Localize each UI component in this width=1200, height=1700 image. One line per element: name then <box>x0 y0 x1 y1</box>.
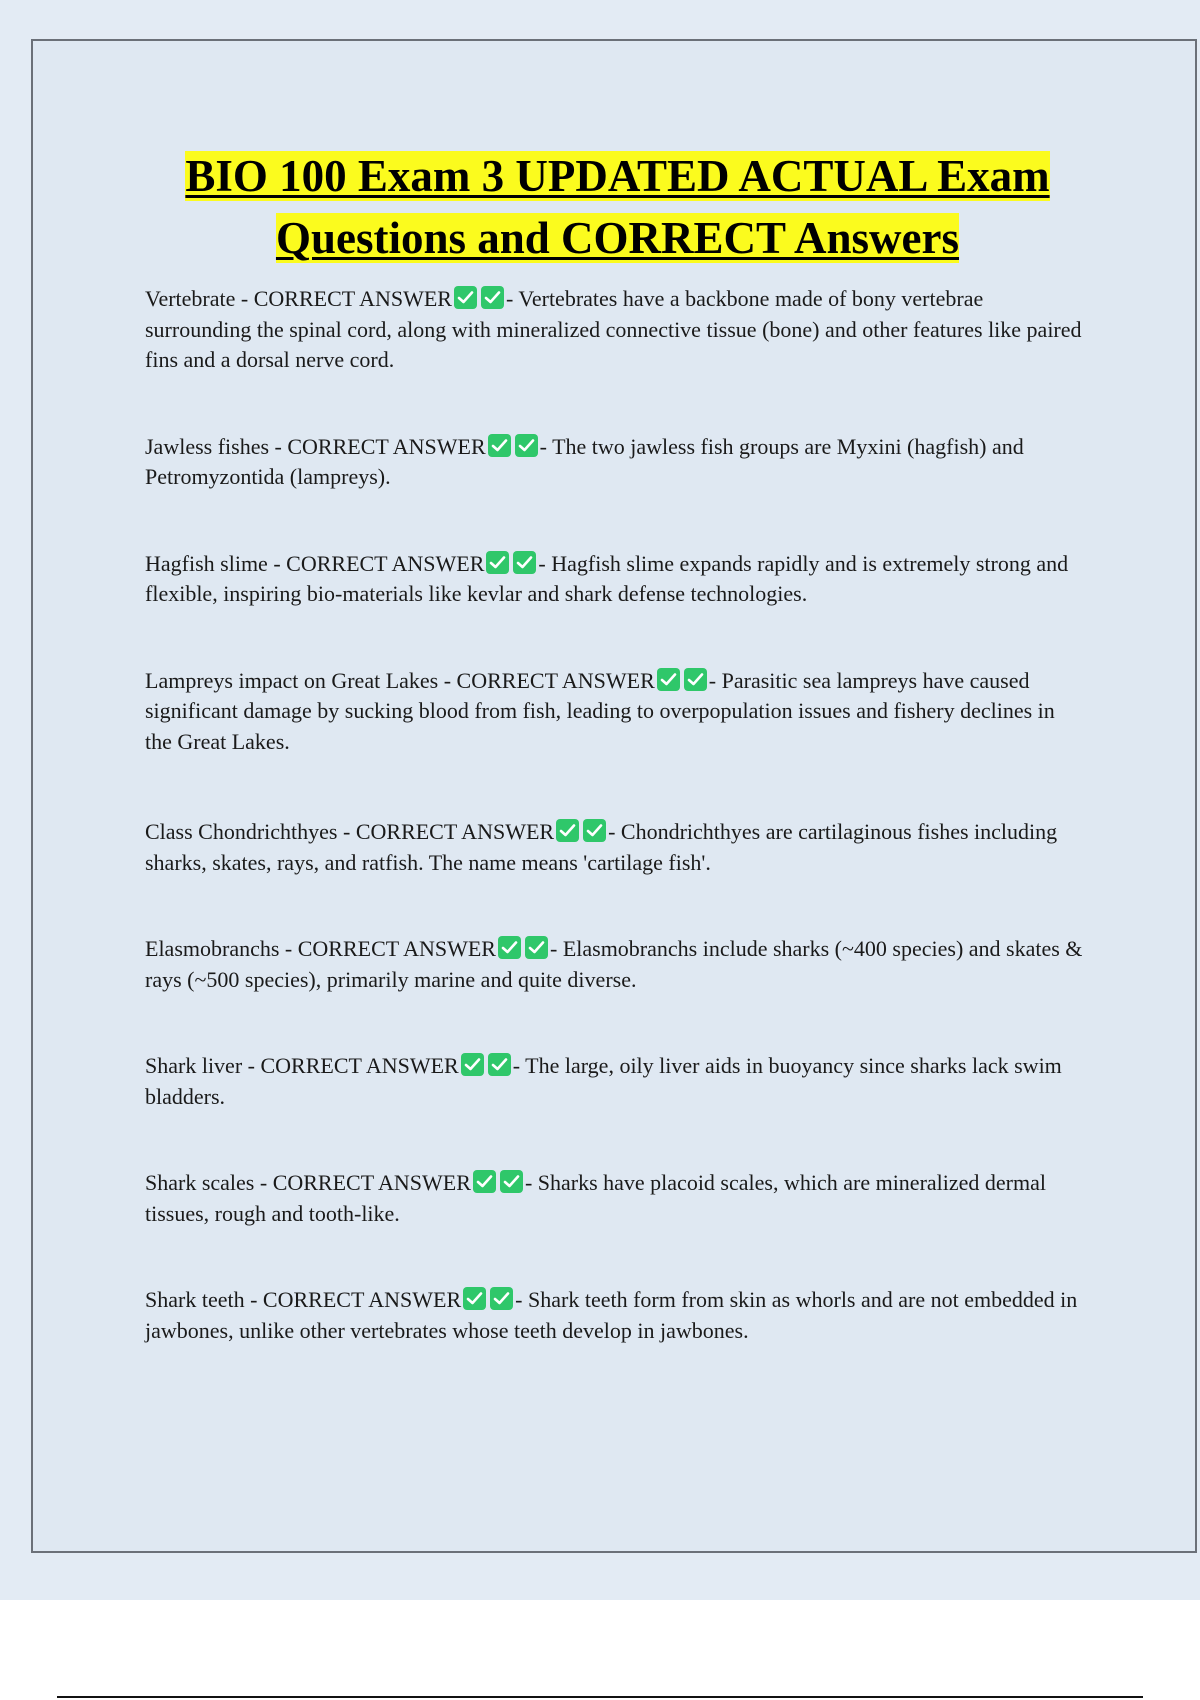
check-mark-icon <box>500 1170 523 1193</box>
check-mark-icon <box>657 668 680 691</box>
entry-definition: Parasitic sea lampreys have caused significant damage by sucking blood from fish, leading to overpopulation issues and fishery declines in the Great Lakes. <box>145 667 1055 754</box>
entry-term: Shark teeth <box>145 1287 245 1312</box>
check-mark-icon <box>583 819 606 842</box>
answer-marker: CORRECT ANSWER <box>260 1053 459 1078</box>
check-mark-icon <box>525 936 548 959</box>
document-title: BIO 100 Exam 3 UPDATED ACTUAL Exam Questions and CORRECT Answers <box>185 151 1050 263</box>
check-mark-icon <box>481 286 504 309</box>
check-mark-icon <box>488 434 511 457</box>
qa-entry: Shark scales - CORRECT ANSWER - Sharks have placoid scales, which are mineralized dermal tissues, rough and tooth-like. <box>145 1170 1046 1226</box>
check-mark-icon <box>513 551 536 574</box>
entry-term: Hagfish slime <box>145 550 268 576</box>
check-mark-icon <box>454 286 477 309</box>
check-mark-icon <box>473 1170 496 1193</box>
qa-entry: Shark teeth - CORRECT ANSWER - Shark teeth form from skin as whorls and are not embedded in jawbones, unlike other vertebrates whose teeth develop in jawbones. <box>145 1287 1078 1343</box>
answer-marker: CORRECT ANSWER <box>456 667 655 693</box>
entry-term: Elasmobranchs <box>145 936 280 961</box>
entry-definition: Shark teeth form from skin as whorls and are not embedded in jawbones, unlike other vertebrates whose teeth develop in jawbones. <box>145 1287 1078 1343</box>
entry-term: Shark scales <box>145 1170 255 1195</box>
answer-marker: CORRECT ANSWER <box>262 1287 462 1312</box>
qa-entry: Elasmobranchs - CORRECT ANSWER - Elasmobranchs include sharks (~400 species) and skates & rays (~500 species), primarily marine and quite diverse. <box>145 936 1083 992</box>
check-mark-icon <box>463 1287 486 1310</box>
entry-term: Vertebrate <box>145 286 236 311</box>
qa-entry: Jawless fishes - CORRECT ANSWER - The two jawless fish groups are Myxini (hagfish) and Petromyzontida (lampreys). <box>145 433 1024 489</box>
entry-term: Class Chondrichthyes <box>145 819 338 844</box>
title-block <box>100 145 1135 269</box>
entry-definition: Hagfish slime expands rapidly and is extremely strong and flexible, inspiring bio-materials like kevlar and shark defense technologies. <box>145 550 1069 606</box>
entry-definition: Elasmobranchs include sharks (~400 species) and skates & rays (~500 species), primarily marine and quite diverse. <box>145 936 1083 992</box>
check-mark-icon <box>515 434 538 457</box>
answer-marker: CORRECT ANSWER <box>355 819 555 844</box>
qa-entry: Hagfish slime - CORRECT ANSWER - Hagfish slime expands rapidly and is extremely strong and flexible, inspiring bio-materials like kevlar and shark defense technologies. <box>145 550 1069 606</box>
check-mark-icon <box>684 668 707 691</box>
answer-marker: CORRECT ANSWER <box>297 936 496 961</box>
check-mark-icon <box>556 819 579 842</box>
qa-entry: Class Chondrichthyes - CORRECT ANSWER - Chondrichthyes are cartilaginous fishes including sharks, skates, rays, and ratfish. The name means 'cartilage fish'. <box>145 819 1058 875</box>
entry-definition: Chondrichthyes are cartilaginous fishes including sharks, skates, rays, and ratfish. The name means 'cartilage fish'. <box>145 819 1058 875</box>
qa-entry: Shark liver - CORRECT ANSWER - The large, oily liver aids in buoyancy since sharks lack swim bladders. <box>145 1053 1062 1109</box>
answer-marker: CORRECT ANSWER <box>287 433 486 459</box>
check-mark-icon <box>461 1053 484 1076</box>
qa-entry: Lampreys impact on Great Lakes - CORRECT ANSWER - Parasitic sea lampreys have caused significant damage by sucking blood from fish, leading to overpopulation issues and fishery declines in the Great Lakes. <box>145 667 1055 754</box>
qa-entry-list <box>145 284 1085 1346</box>
check-mark-icon <box>490 1287 513 1310</box>
answer-marker: CORRECT ANSWER <box>286 550 485 576</box>
entry-term: Jawless fishes <box>145 433 270 459</box>
qa-entry: Vertebrate - CORRECT ANSWER - Vertebrates have a backbone made of bony vertebrae surrounding the spinal cord, along with mineralized connective tissue (bone) and other features like paired fins and a dorsal nerve cord. <box>145 286 1082 372</box>
entry-term: Shark liver <box>145 1053 243 1078</box>
entry-definition: Vertebrates have a backbone made of bony vertebrae surrounding the spinal cord, along with mineralized connective tissue (bone) and other features like paired fins and a dorsal nerve cord. <box>145 286 1082 372</box>
answer-marker: CORRECT ANSWER <box>253 286 452 311</box>
check-mark-icon <box>486 551 509 574</box>
check-mark-icon <box>498 936 521 959</box>
footer-divider <box>57 1696 1143 1698</box>
check-mark-icon <box>488 1053 511 1076</box>
entry-definition: The large, oily liver aids in buoyancy since sharks lack swim bladders. <box>145 1053 1062 1109</box>
entry-term: Lampreys impact on Great Lakes <box>145 667 439 693</box>
answer-marker: CORRECT ANSWER <box>272 1170 471 1195</box>
entry-definition: The two jawless fish groups are Myxini (hagfish) and Petromyzontida (lampreys). <box>145 433 1024 489</box>
entry-definition: Sharks have placoid scales, which are mineralized dermal tissues, rough and tooth-like. <box>145 1170 1046 1226</box>
